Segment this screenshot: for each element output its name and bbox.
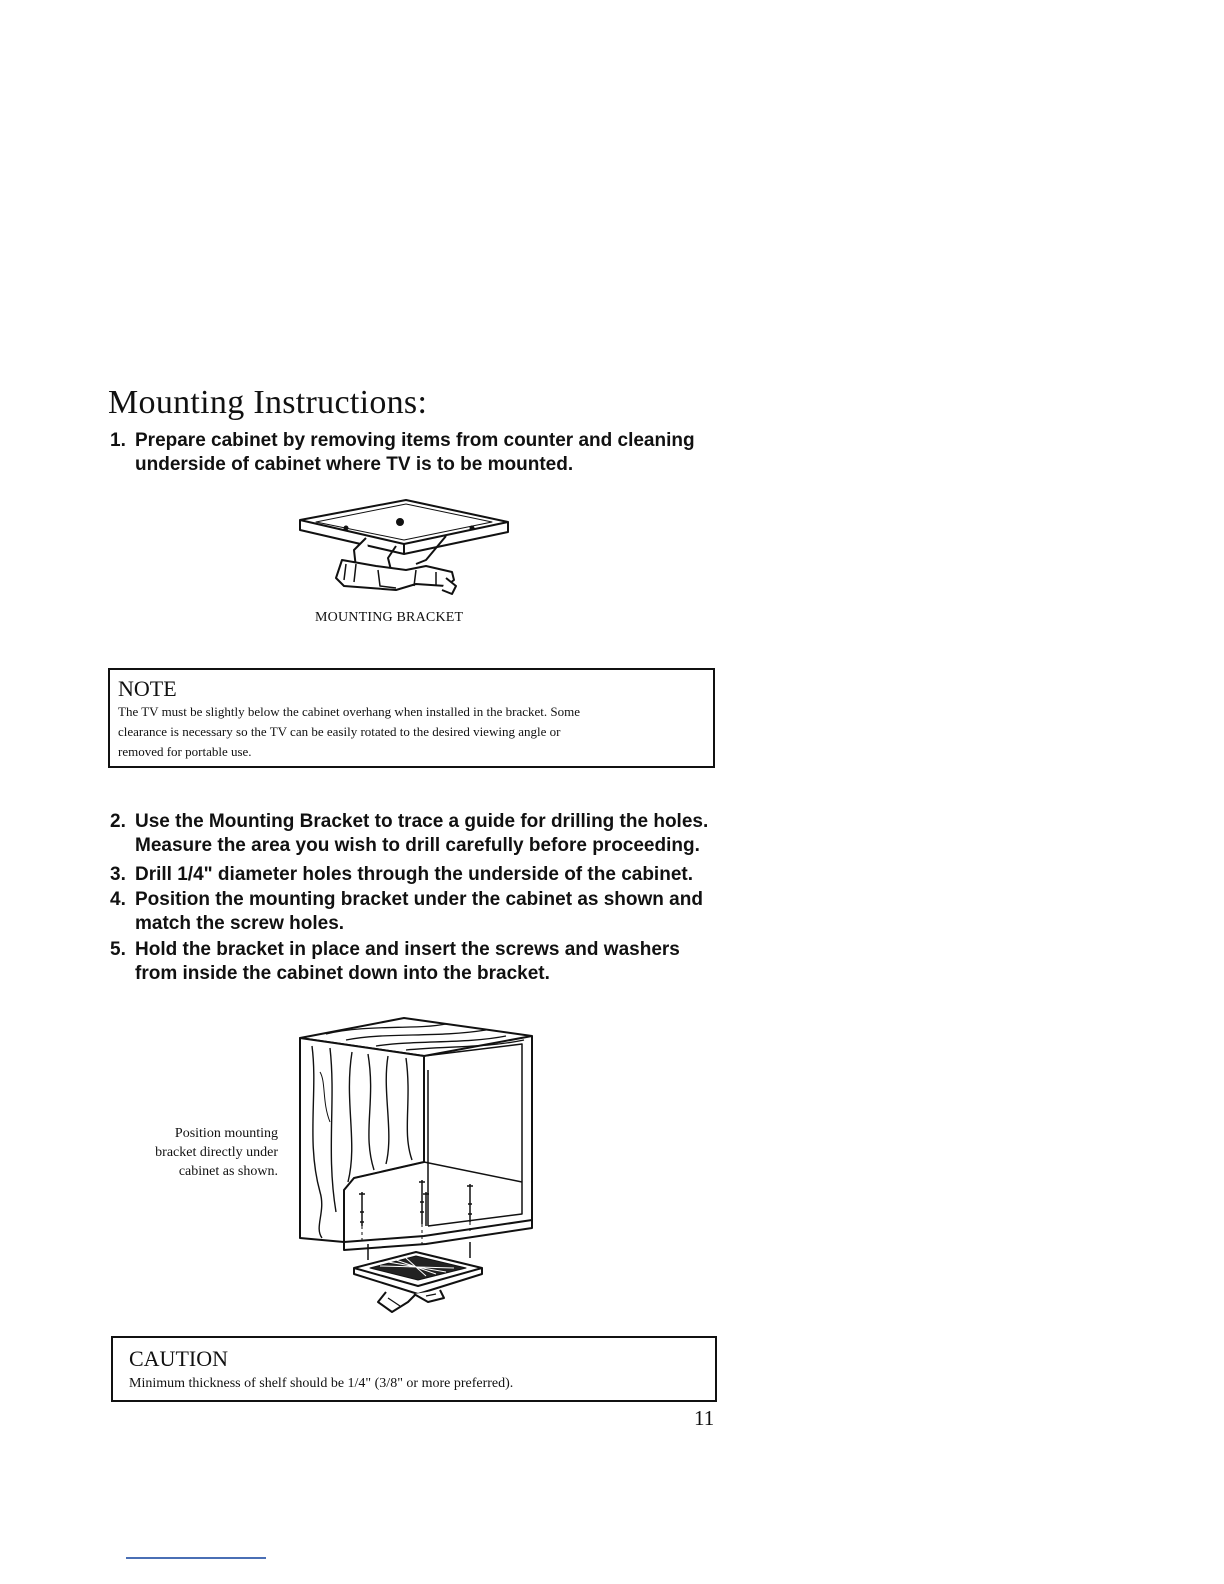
caption-line: Position mounting [174,1126,278,1141]
step-5 [110,938,730,986]
figure-caption: MOUNTING BRACKET [315,610,464,625]
step-4 [110,888,730,936]
note-line: removed for portable use. [118,744,252,759]
note-title: NOTE [118,676,177,701]
step-text-line: from inside the cabinet down into the bracket. [135,963,550,984]
caution-title: CAUTION [129,1346,228,1371]
step-3 [110,863,730,887]
caption-line: cabinet as shown. [178,1164,278,1179]
step-text-line: Drill 1/4" diameter holes through the underside of the cabinet. [135,864,693,885]
step-number: 5. [110,939,126,960]
step-text-line: Use the Mounting Bracket to trace a guide for drilling the holes. [135,811,709,832]
step-text-line: Hold the bracket in place and insert the screws and washers [135,939,680,960]
step-text-line: underside of cabinet where TV is to be mounted. [135,454,574,475]
step-number: 4. [110,889,126,910]
step-text-line: match the screw holes. [135,913,345,934]
step-number: 3. [110,864,126,885]
page-title: Mounting Instructions: [108,384,428,421]
page-number: 11 [694,1406,715,1430]
step-text-line: Measure the area you wish to drill carefully before proceeding. [135,835,700,856]
cabinet-mounting-illustration [296,1012,536,1317]
footer-divider [126,1557,266,1559]
caution-box [111,1336,717,1402]
figure-side-caption [98,1124,278,1181]
caption-line: bracket directly under [155,1145,278,1160]
note-line: clearance is necessary so the TV can be easily rotated to the desired viewing angle or [118,724,561,739]
step-text-line: Position the mounting bracket under the cabinet as shown and [135,889,703,910]
step-2 [110,810,730,858]
step-number: 1. [110,430,126,451]
note-box [108,668,715,768]
mounting-bracket-illustration [296,494,516,604]
step-number: 2. [110,811,126,832]
note-line: The TV must be slightly below the cabinet overhang when installed in the bracket. Some [118,704,580,719]
caution-text: Minimum thickness of shelf should be 1/4" (3/8" or more preferred). [129,1376,514,1391]
step-text-line: Prepare cabinet by removing items from counter and cleaning [135,430,695,451]
step-1 [110,429,730,477]
